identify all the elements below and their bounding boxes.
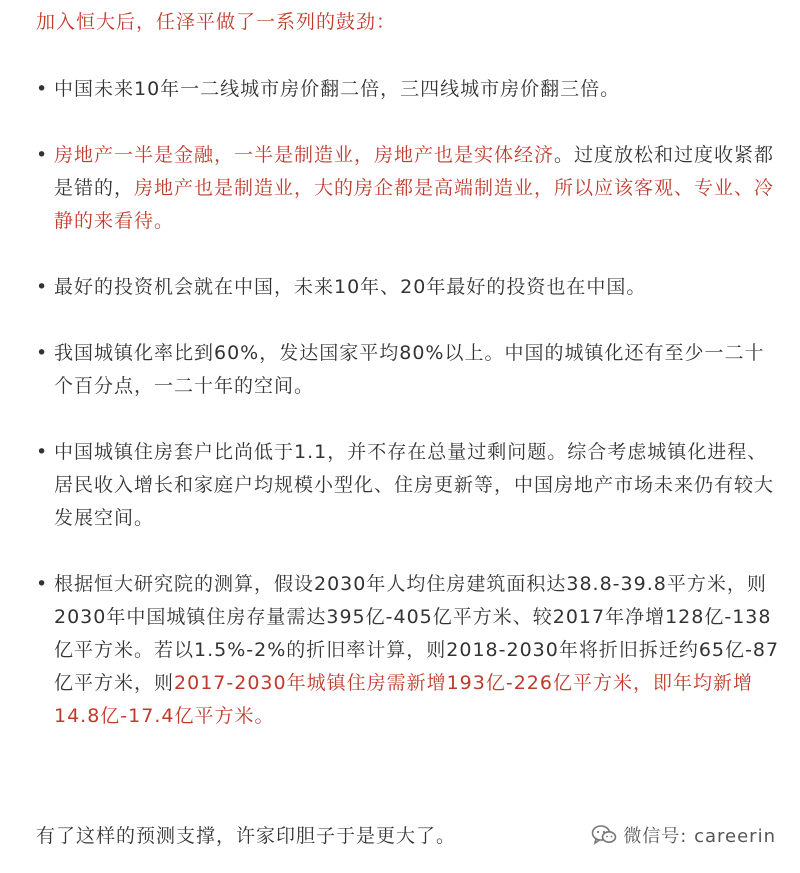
bullet-item-2 [36,139,784,238]
body-text: 根据恒大研究院的测算，假设2030年人均住房建筑面积达38.8-39.8平方米，则2030年中国城镇住房存量需达395亿-405亿平方米、较2017年净增128亿-138亿平方米。若以1.5%-2%的折旧率计算，则2018-2030年将折旧拆迁约65亿-87亿平方米，则 [54,573,780,694]
article-heading: 加入恒大后，任泽平做了一系列的鼓劲： [36,11,397,33]
bullet-item-3 [36,271,784,304]
closing-sentence: 有了这样的预测支撑，许家印胆子于是更大了。 [36,825,457,847]
highlighted-text: 房地产也是制造业，大的房企都是高端制造业，所以应该客观、专业、冷静的来看待。 [54,177,775,232]
body-text: 中国城镇住房套户比尚低于1.1，并不存在总量过剩问题。综合考虑城镇化进程、居民收入增长和家庭户均规模小型化、住房更新等，中国房地产市场未来仍有较大发展空间。 [54,441,775,529]
bullet-list [36,73,784,733]
bullet-item-6 [36,568,784,733]
body-text: 最好的投资机会就在中国，未来10年、20年最好的投资也在中国。 [54,276,647,298]
body-text: 我国城镇化率比到60%，发达国家平均80%以上。中国的城镇化还有至少一二十个百分点，一二十年的空间。 [54,342,765,397]
bullet-item-5 [36,436,784,535]
bullet-item-1 [36,73,784,106]
bullet-item-4 [36,337,784,403]
article [36,0,784,733]
body-text: 中国未来10年一二线城市房价翻二倍，三四线城市房价翻三倍。 [54,78,621,100]
watermark-label: 微信号: careerin [623,826,776,847]
highlighted-text: 2017-2030年城镇住房需新增193亿-226亿平方米，即年均新增14.8亿-17.4亿平方米。 [54,672,753,727]
wechat-watermark [591,822,776,848]
wechat-icon [591,824,617,846]
highlighted-text: 房地产一半是金融，一半是制造业，房地产也是实体经济 [54,144,555,166]
body-text: 。过度放松和过度收紧都是错的， [54,144,775,199]
